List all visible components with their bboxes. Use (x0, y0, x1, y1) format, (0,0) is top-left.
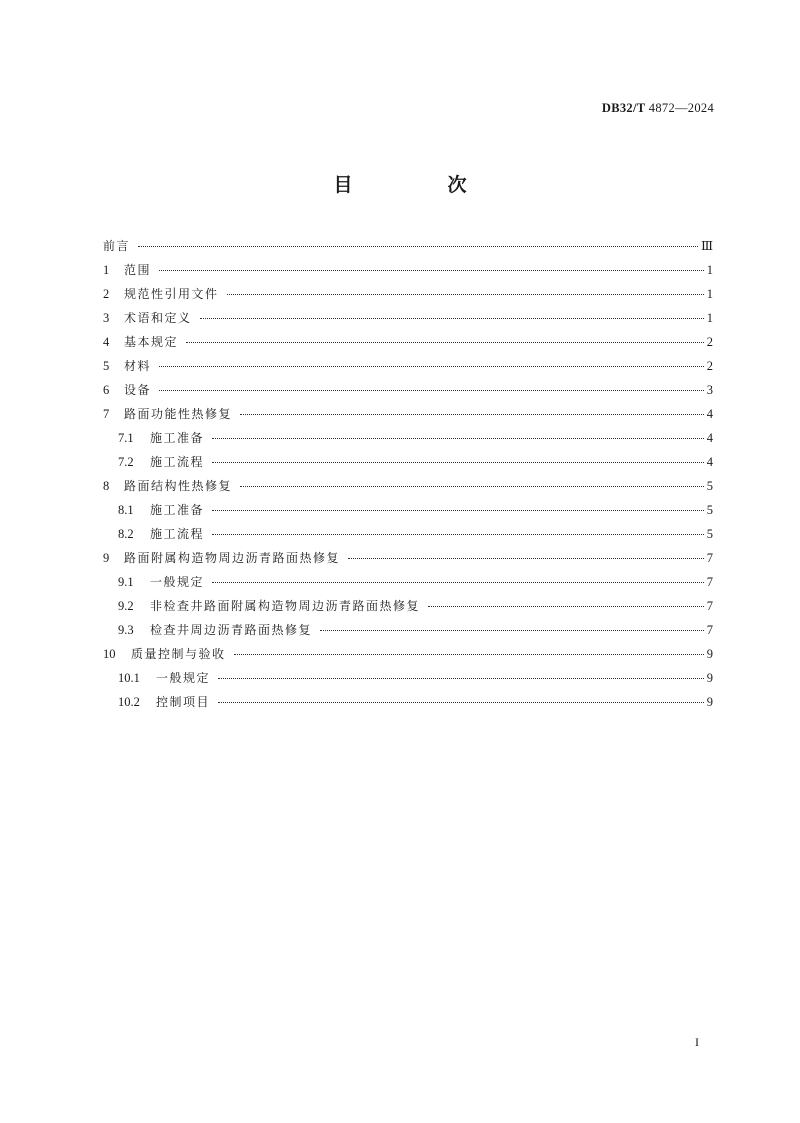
toc-entry-label: 术语和定义 (124, 311, 192, 325)
toc-entry-7-1[interactable] (103, 426, 713, 450)
table-of-contents (103, 234, 713, 714)
toc-entry-label: 路面功能性热修复 (124, 407, 233, 421)
toc-entry-number: 9 (103, 551, 110, 565)
toc-entry-number: 7 (103, 407, 110, 421)
toc-entry-number: 9.2 (118, 599, 134, 613)
toc-entry-number: 7.2 (118, 455, 134, 469)
dot-leader (218, 702, 704, 703)
dot-leader (212, 462, 704, 463)
toc-entry-10[interactable] (103, 642, 713, 666)
dot-leader (218, 678, 704, 679)
dot-leader (320, 630, 704, 631)
toc-entry-page: 4 (706, 407, 713, 421)
toc-entry-number: 7.1 (118, 431, 134, 445)
toc-entry-page: 7 (706, 599, 713, 613)
toc-entry-number: 9.3 (118, 623, 134, 637)
standard-prefix: DB32/T (601, 101, 646, 115)
toc-entry-9-3[interactable] (103, 618, 713, 642)
toc-entry-6[interactable] (103, 378, 713, 402)
toc-entry-label: 规范性引用文件 (124, 287, 219, 301)
dot-leader (138, 246, 698, 247)
toc-entry-label: 施工准备 (150, 431, 205, 445)
page-number: I (695, 1035, 699, 1049)
toc-entry-label: 非检查井路面附属构造物周边沥青路面热修复 (150, 599, 421, 613)
toc-entry-preface[interactable] (103, 234, 713, 258)
toc-entry-number: 5 (103, 359, 110, 373)
toc-entry-8-1[interactable] (103, 498, 713, 522)
toc-entry-page: 7 (706, 575, 713, 589)
toc-entry-label: 基本规定 (124, 335, 179, 349)
dot-leader (159, 270, 704, 271)
toc-entry-label: 检查井周边沥青路面热修复 (150, 623, 313, 637)
toc-entry-10-1[interactable] (103, 666, 713, 690)
dot-leader (240, 414, 704, 415)
toc-entry-page: 4 (706, 455, 713, 469)
toc-entry-page: 4 (706, 431, 713, 445)
toc-entry-label: 一般规定 (150, 575, 205, 589)
toc-entry-3[interactable] (103, 306, 713, 330)
toc-entry-page: 5 (706, 527, 713, 541)
toc-entry-page: 7 (706, 551, 713, 565)
toc-entry-label: 路面结构性热修复 (124, 479, 233, 493)
toc-entry-page: 3 (706, 383, 713, 397)
document-code (602, 101, 714, 116)
toc-entry-4[interactable] (103, 330, 713, 354)
dot-leader (227, 294, 704, 295)
dot-leader (212, 510, 704, 511)
dot-leader (200, 318, 704, 319)
dot-leader (234, 654, 704, 655)
dot-leader (212, 582, 704, 583)
toc-entry-label: 施工流程 (150, 455, 205, 469)
toc-entry-number: 10.1 (118, 671, 140, 685)
toc-entry-page: 9 (706, 695, 713, 709)
toc-entry-number: 10 (103, 647, 116, 661)
toc-entry-label: 材料 (124, 359, 152, 373)
dot-leader (159, 366, 704, 367)
toc-entry-label: 设备 (124, 383, 152, 397)
toc-entry-label: 前言 (103, 239, 131, 253)
toc-entry-page: 9 (706, 671, 713, 685)
dot-leader (240, 486, 704, 487)
toc-title: 目 次 (333, 174, 505, 196)
toc-entry-9-1[interactable] (103, 570, 713, 594)
toc-entry-label: 施工准备 (150, 503, 205, 517)
dot-leader (212, 438, 704, 439)
toc-entry-7-2[interactable] (103, 450, 713, 474)
toc-entry-8[interactable] (103, 474, 713, 498)
toc-entry-number: 4 (103, 335, 110, 349)
dot-leader (186, 342, 704, 343)
toc-entry-page: 1 (706, 263, 713, 277)
toc-entry-label: 一般规定 (156, 671, 211, 685)
dot-leader (212, 534, 704, 535)
dot-leader (348, 558, 704, 559)
toc-entry-number: 3 (103, 311, 110, 325)
toc-entry-page: Ⅲ (700, 239, 713, 253)
toc-entry-1[interactable] (103, 258, 713, 282)
toc-entry-number: 6 (103, 383, 110, 397)
toc-entry-label: 范围 (124, 263, 152, 277)
toc-entry-9[interactable] (103, 546, 713, 570)
toc-entry-page: 9 (706, 647, 713, 661)
dot-leader (159, 390, 704, 391)
toc-entry-page: 7 (706, 623, 713, 637)
toc-entry-5[interactable] (103, 354, 713, 378)
toc-entry-number: 8.1 (118, 503, 134, 517)
toc-entry-number: 8.2 (118, 527, 134, 541)
toc-entry-9-2[interactable] (103, 594, 713, 618)
toc-entry-page: 5 (706, 503, 713, 517)
toc-entry-label: 路面附属构造物周边沥青路面热修复 (124, 551, 341, 565)
toc-entry-page: 1 (706, 311, 713, 325)
dot-leader (428, 606, 704, 607)
toc-entry-label: 施工流程 (150, 527, 205, 541)
toc-entry-page: 5 (706, 479, 713, 493)
toc-entry-8-2[interactable] (103, 522, 713, 546)
standard-number: 4872—2024 (648, 101, 714, 115)
toc-entry-number: 1 (103, 263, 110, 277)
toc-entry-number: 2 (103, 287, 110, 301)
toc-entry-page: 2 (706, 335, 713, 349)
toc-entry-7[interactable] (103, 402, 713, 426)
toc-entry-number: 9.1 (118, 575, 134, 589)
toc-entry-number: 10.2 (118, 695, 140, 709)
toc-entry-label: 质量控制与验收 (131, 647, 226, 661)
toc-entry-2[interactable] (103, 282, 713, 306)
toc-entry-number: 8 (103, 479, 110, 493)
toc-entry-label: 控制项目 (156, 695, 211, 709)
toc-entry-10-2[interactable] (103, 690, 713, 714)
toc-entry-page: 2 (706, 359, 713, 373)
toc-entry-page: 1 (706, 287, 713, 301)
